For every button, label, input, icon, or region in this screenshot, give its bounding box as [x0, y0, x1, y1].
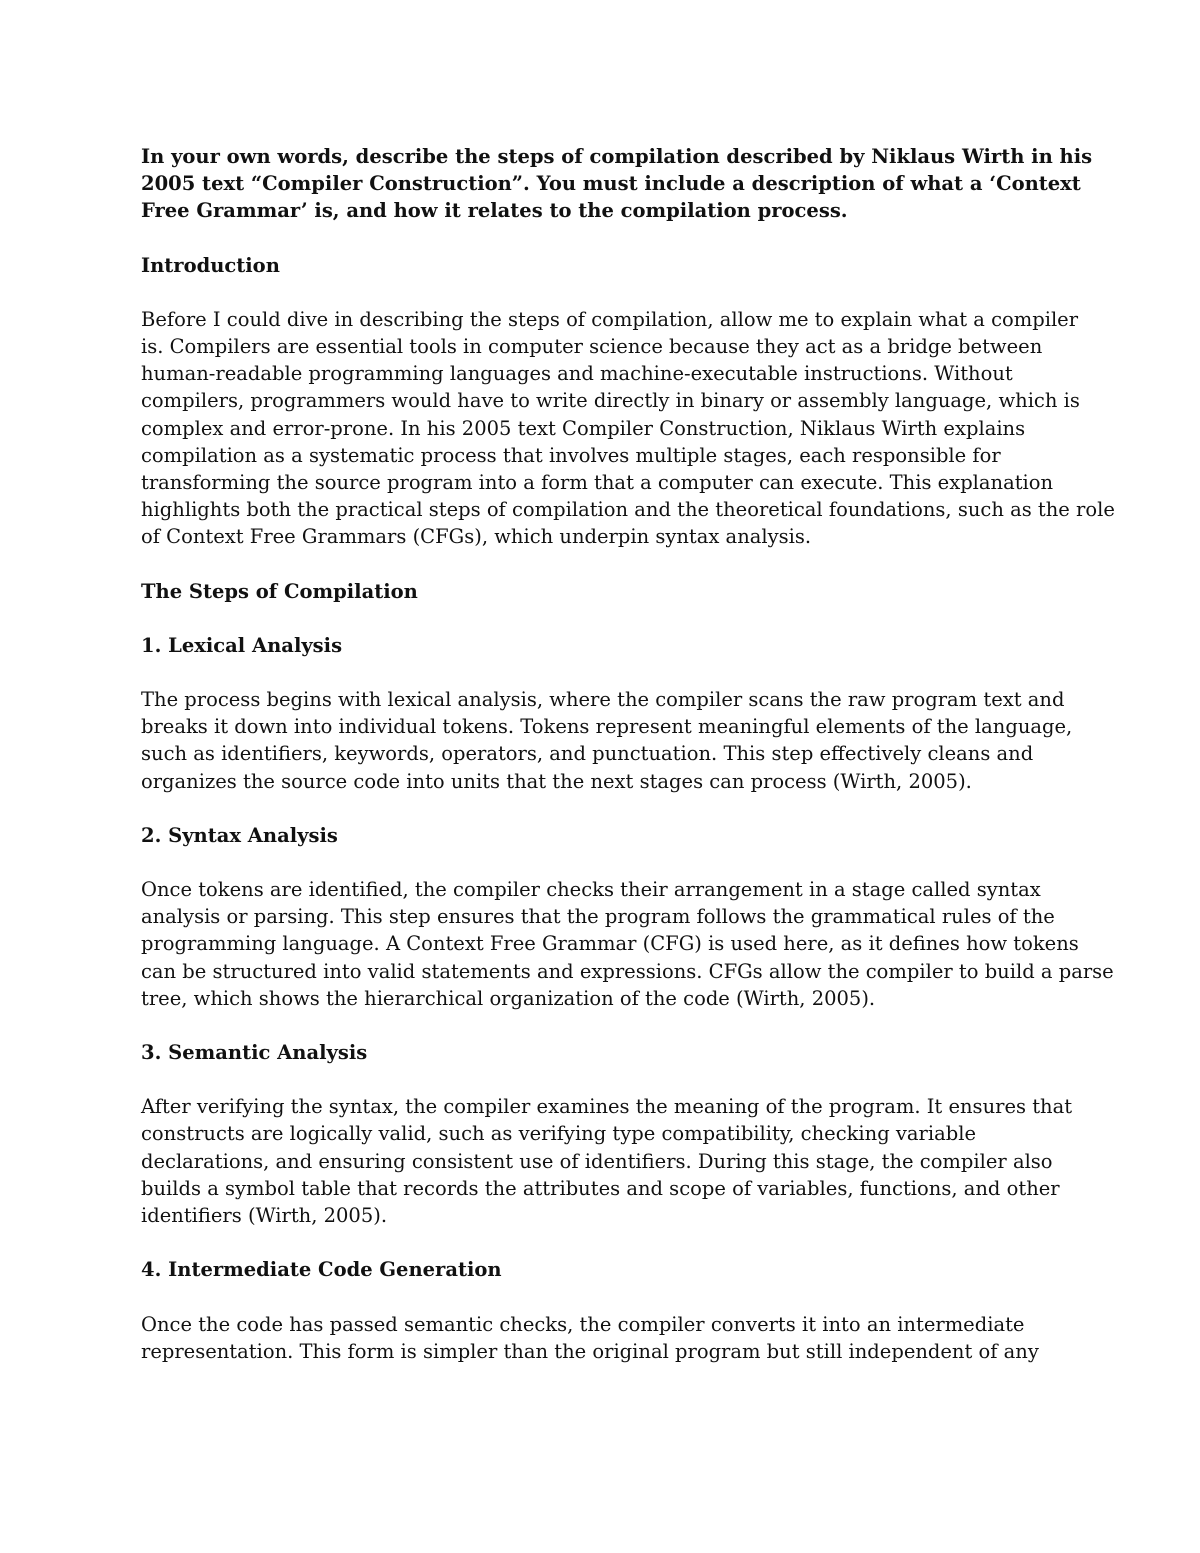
prompt-line: 2005 text “Compiler Construction”. You must include a description of what a ‘Context — [141, 172, 1081, 196]
paragraph-line: compilers, programmers would have to write directly in binary or assembly language, which is — [141, 389, 1080, 413]
paragraph-line: human-readable programming languages and machine-executable instructions. Without — [141, 362, 1013, 386]
paragraph-line: Once the code has passed semantic checks, the compiler converts it into an intermediate — [141, 1312, 1025, 1336]
prompt-line: In your own words, describe the steps of compilation described by Niklaus Wirth in his — [141, 145, 1093, 168]
steps-heading: The Steps of Compilation — [141, 579, 418, 603]
paragraph-line: breaks it down into individual tokens. Tokens represent meaningful elements of the language, — [141, 715, 1073, 739]
paragraph-line: can be structured into valid statements and expressions. CFGs allow the compiler to build a parse — [141, 959, 1114, 983]
paragraph-line: is. Compilers are essential tools in computer science because they act as a bridge between — [141, 335, 1043, 359]
section-heading-lexical: 1. Lexical Analysis — [141, 633, 343, 657]
paragraph-line: organizes the source code into units that the next stages can process (Wirth, 2005). — [141, 769, 972, 793]
paragraph-line: compilation as a systematic process that involves multiple stages, each responsible for — [141, 443, 1001, 467]
paragraph-line: constructs are logically valid, such as verifying type compatibility, checking variable — [141, 1122, 976, 1146]
paragraph-line: highlights both the practical steps of compilation and the theoretical foundations, such as the role — [141, 498, 1115, 522]
paragraph-line: Before I could dive in describing the steps of compilation, allow me to explain what a compiler — [141, 307, 1079, 331]
section-paragraph-semantic — [141, 1093, 1073, 1229]
paragraph-line: declarations, and ensuring consistent use of identifiers. During this stage, the compiler also — [141, 1149, 1053, 1173]
paragraph-line: such as identifiers, keywords, operators, and punctuation. This step effectively cleans and — [141, 742, 1034, 766]
introduction-heading: Introduction — [141, 253, 280, 277]
paragraph-line: builds a symbol table that records the attributes and scope of variables, functions, and other — [141, 1176, 1060, 1200]
section-heading-syntax: 2. Syntax Analysis — [141, 823, 338, 847]
paragraph-line: programming language. A Context Free Grammar (CFG) is used here, as it defines how tokens — [141, 932, 1079, 956]
paragraph-line: The process begins with lexical analysis, where the compiler scans the raw program text and — [141, 688, 1065, 712]
section-paragraph-lexical — [141, 686, 1073, 795]
paragraph-line: tree, which shows the hierarchical organization of the code (Wirth, 2005). — [141, 986, 876, 1010]
paragraph-line: transforming the source program into a form that a computer can execute. This explanation — [141, 471, 1054, 495]
section-heading-intermediate: 4. Intermediate Code Generation — [141, 1258, 502, 1282]
paragraph-line: representation. This form is simpler than the original program but still independent of any — [141, 1339, 1039, 1363]
paragraph-line: Once tokens are identified, the compiler checks their arrangement in a stage called syntax — [141, 878, 1041, 902]
paragraph-line: complex and error-prone. In his 2005 text Compiler Construction, Niklaus Wirth explains — [141, 416, 1026, 440]
paragraph-line: After verifying the syntax, the compiler examines the meaning of the program. It ensures that — [141, 1095, 1073, 1119]
section-heading-semantic: 3. Semantic Analysis — [141, 1041, 368, 1065]
paragraph-line: analysis or parsing. This step ensures that the program follows the grammatical rules of the — [141, 905, 1055, 929]
assignment-prompt — [141, 143, 1093, 225]
paragraph-line: of Context Free Grammars (CFGs), which underpin syntax analysis. — [141, 525, 812, 549]
section-paragraph-syntax — [141, 876, 1114, 1012]
introduction-paragraph — [141, 306, 1115, 551]
prompt-line: Free Grammar’ is, and how it relates to the compilation process. — [141, 199, 848, 223]
section-paragraph-intermediate — [141, 1311, 1066, 1365]
document-body — [141, 143, 1115, 1392]
paragraph-line: identifiers (Wirth, 2005). — [141, 1204, 388, 1228]
